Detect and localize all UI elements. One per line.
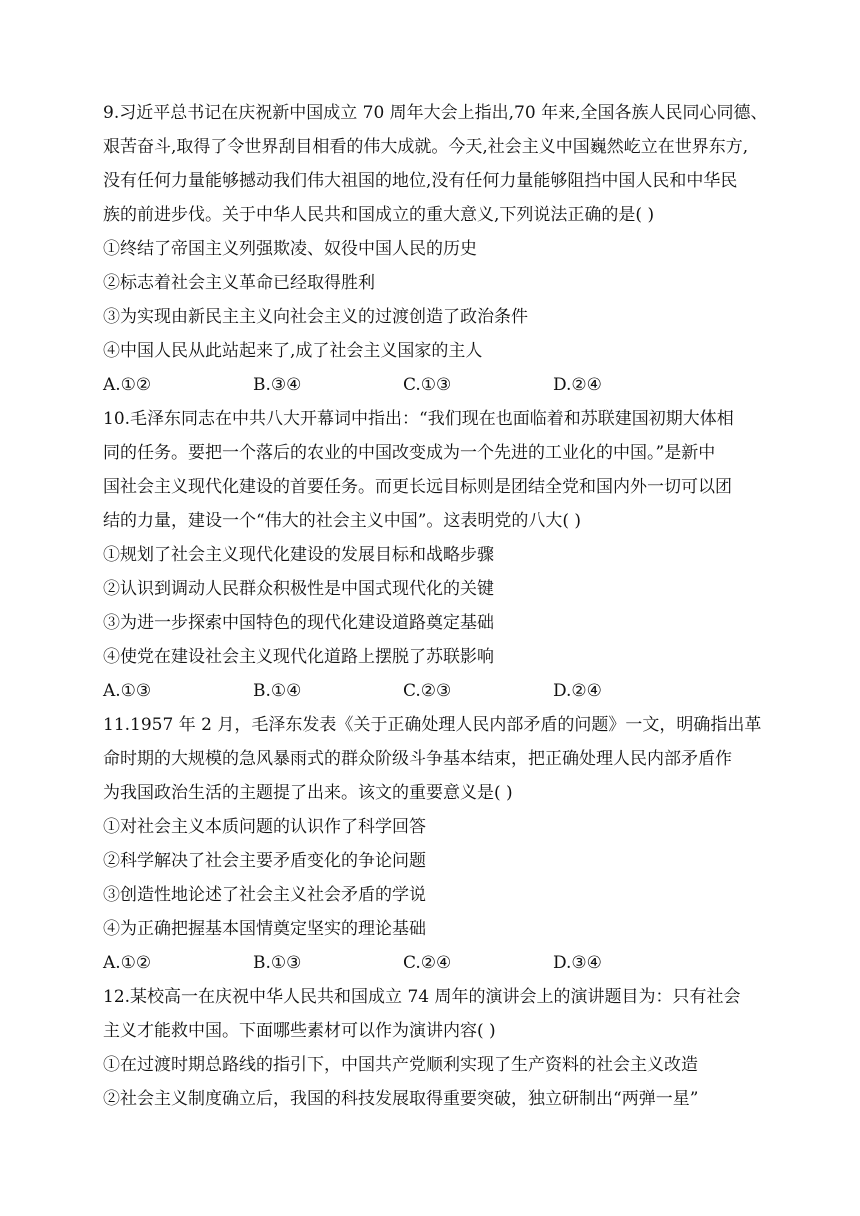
answer-option: B.①④ [253,681,302,701]
answer-option: B.③④ [253,375,302,395]
question-stem-line: 11.1957 年 2 月，毛泽东发表《关于正确处理人民内部矛盾的问题》一文，明确指出革 [103,715,762,735]
statement-item: ②认识到调动人民群众积极性是中国式现代化的关键 [103,579,494,599]
statement-item: ②社会主义制度确立后，我国的科技发展取得重要突破，独立研制出“两弹一星” [103,1089,699,1109]
question-11 [103,708,763,980]
answer-option: D.②④ [553,375,602,395]
answer-option: D.③④ [553,953,602,973]
answer-option: C.①③ [403,375,452,395]
question-stem-line: 主义才能救中国。下面哪些素材可以作为演讲内容( ) [103,1021,496,1041]
document-page [103,96,768,1116]
question-10 [103,402,763,708]
statement-item: ①终结了帝国主义列强欺凌、奴役中国人民的历史 [103,239,477,259]
answer-option: D.②④ [553,681,602,701]
question-stem-line: 族的前进步伐。关于中华人民共和国成立的重大意义,下列说法正确的是( ) [103,205,655,225]
question-stem-line: 10.毛泽东同志在中共八大开幕词中指出：“我们现在也面临着和苏联建国初期大体相 [103,409,734,429]
question-stem-line: 12.某校高一在庆祝中华人民共和国成立 74 周年的演讲会上的演讲题目为：只有社会 [103,987,741,1007]
question-stem-line: 没有任何力量能够撼动我们伟大祖国的地位,没有任何力量能够阻挡中国人民和中华民 [103,171,738,191]
answer-option: B.①③ [253,953,302,973]
question-9 [103,96,768,402]
statement-item: ④使党在建设社会主义现代化道路上摆脱了苏联影响 [103,647,494,667]
question-stem-line: 国社会主义现代化建设的首要任务。而更长远目标则是团结全党和国内外一切可以团 [103,477,732,497]
statement-item: ③创造性地论述了社会主义社会矛盾的学说 [103,885,426,905]
statement-item: ④为正确把握基本国情奠定坚实的理论基础 [103,919,426,939]
statement-item: ①在过渡时期总路线的指引下，中国共产党顺利实现了生产资料的社会主义改造 [103,1055,698,1075]
statement-item: ③为实现由新民主主义向社会主义的过渡创造了政治条件 [103,307,528,327]
question-12 [103,980,763,1116]
question-stem-line: 结的力量，建设一个“伟大的社会主义中国”。这表明党的八大( ) [103,511,582,531]
statement-item: ①规划了社会主义现代化建设的发展目标和战略步骤 [103,545,494,565]
answer-option: A.①③ [103,681,152,701]
question-stem-line: 9.习近平总书记在庆祝新中国成立 70 周年大会上指出,70 年来,全国各族人民同心同德、 [103,103,768,123]
statement-item: ③为进一步探索中国特色的现代化建设道路奠定基础 [103,613,494,633]
question-stem-line: 艰苦奋斗,取得了令世界刮目相看的伟大成就。今天,社会主义中国巍然屹立在世界东方, [103,137,749,157]
answer-option: C.②③ [403,681,452,701]
answer-options [103,946,763,980]
question-stem-line: 同的任务。要把一个落后的农业的中国改变成为一个先进的工业化的中国。”是新中 [103,443,716,463]
statement-item: ④中国人民从此站起来了,成了社会主义国家的主人 [103,341,483,361]
answer-option: A.①② [103,375,152,395]
answer-options [103,368,763,402]
answer-option: C.②④ [403,953,452,973]
statement-item: ②科学解决了社会主要矛盾变化的争论问题 [103,851,426,871]
statement-item: ②标志着社会主义革命已经取得胜利 [103,273,375,293]
question-stem-line: 命时期的大规模的急风暴雨式的群众阶级斗争基本结束，把正确处理人民内部矛盾作 [103,749,732,769]
answer-options [103,674,763,708]
answer-option: A.①② [103,953,152,973]
statement-item: ①对社会主义本质问题的认识作了科学回答 [103,817,426,837]
question-stem-line: 为我国政治生活的主题提了出来。该文的重要意义是( ) [103,783,513,803]
